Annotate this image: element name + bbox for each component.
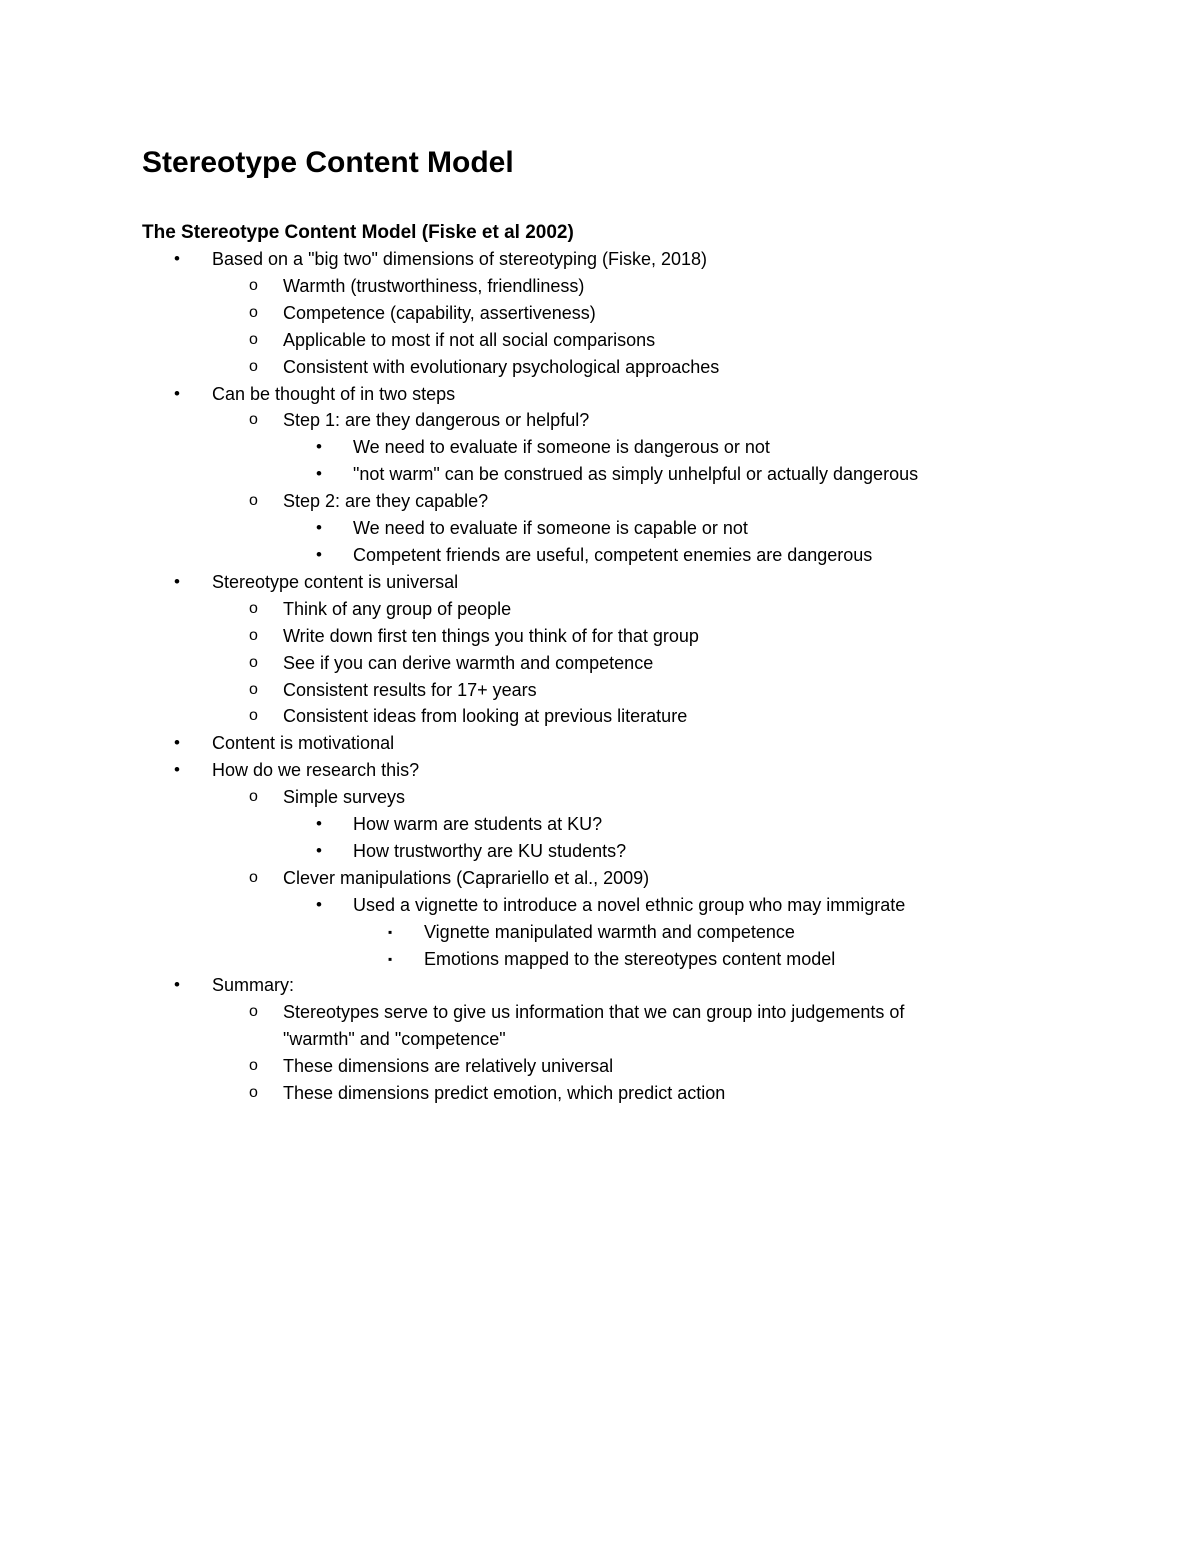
outline-item-level-4: [0, 919, 1200, 946]
outline-item-text: Step 1: are they dangerous or helpful?: [283, 410, 590, 431]
outline-item-text: Summary:: [212, 975, 295, 996]
list-marker-circle: o: [249, 1057, 258, 1075]
outline-item-level-3: [0, 461, 1200, 488]
list-marker-square: ▪: [388, 924, 393, 939]
list-marker-circle: o: [249, 1084, 258, 1102]
outline-item-text: Applicable to most if not all social comparisons: [283, 329, 656, 350]
outline-item-level-2: [0, 865, 1200, 892]
outline-item-level-2: [0, 999, 973, 1053]
list-marker-bullet: •: [316, 894, 322, 914]
outline-item-level-2: [0, 407, 1200, 434]
list-marker-bullet: •: [316, 544, 322, 564]
outline-item-text: "not warm" can be construed as simply unhelpful or actually dangerous: [353, 464, 919, 485]
outline-list: [0, 246, 1200, 1107]
outline-item-text: Emotions mapped to the stereotypes content model: [424, 948, 836, 969]
list-marker-circle: o: [249, 411, 258, 429]
list-marker-bullet: •: [316, 814, 322, 834]
list-marker-bullet: •: [174, 760, 180, 780]
list-marker-bullet: •: [174, 249, 180, 268]
list-marker-circle: o: [249, 276, 258, 294]
list-marker-circle: o: [249, 599, 258, 617]
outline-item-text: Consistent results for 17+ years: [283, 679, 537, 700]
outline-item-text: See if you can derive warmth and competence: [283, 652, 654, 673]
outline-item-text: Clever manipulations (Caprariello et al., 2009): [283, 867, 650, 888]
outline-item-text: Used a vignette to introduce a novel ethnic group who may immigrate: [353, 894, 906, 915]
outline-item-text: These dimensions predict emotion, which predict action: [283, 1083, 726, 1104]
outline-item-text: Vignette manipulated warmth and competence: [424, 921, 795, 942]
outline-item-level-2: [0, 273, 1200, 300]
outline-item-text: Based on a "big two" dimensions of stereotyping (Fiske, 2018): [212, 249, 708, 269]
outline-item-text: How do we research this?: [212, 760, 420, 781]
outline-item-level-1: [0, 569, 1200, 596]
outline-item-level-2: [0, 1080, 1200, 1107]
outline-item-level-2: [0, 596, 1200, 623]
list-marker-circle: o: [249, 357, 258, 375]
outline-item-level-3: [0, 434, 1200, 461]
list-marker-bullet: •: [174, 733, 180, 753]
outline-item-level-1: [0, 972, 1200, 999]
list-marker-bullet: •: [316, 464, 322, 484]
list-marker-circle: o: [249, 788, 258, 806]
list-marker-bullet: •: [316, 840, 322, 860]
list-marker-circle: o: [249, 868, 258, 886]
outline-item-text: We need to evaluate if someone is dangerous or not: [353, 437, 770, 458]
outline-item-level-2: [0, 677, 1200, 704]
list-marker-circle: o: [249, 680, 258, 698]
section-heading: The Stereotype Content Model (Fiske et al 2002): [142, 222, 574, 243]
outline-item-text: Consistent with evolutionary psychological approaches: [283, 356, 720, 377]
outline-item-text: Step 2: are they capable?: [283, 491, 489, 512]
outline-item-level-3: [0, 811, 1200, 838]
outline-item-level-1: [0, 730, 1200, 757]
outline-item-text: How trustworthy are KU students?: [353, 840, 627, 861]
outline-item-text: Stereotypes serve to give us information that we can group into judgements of "warmth" and "competence": [283, 1002, 905, 1050]
outline-item-text: How warm are students at KU?: [353, 814, 603, 835]
outline-item-level-2: [0, 784, 1200, 811]
outline-item-text: Stereotype content is universal: [212, 571, 459, 592]
outline-item-text: Competence (capability, assertiveness): [283, 302, 596, 323]
list-marker-circle: o: [249, 1003, 258, 1021]
list-marker-circle: o: [249, 626, 258, 644]
list-marker-circle: o: [249, 330, 258, 348]
outline-item-level-2: [0, 488, 1200, 515]
list-marker-square: ▪: [388, 951, 393, 966]
outline-item-level-3: [0, 542, 1200, 569]
outline-item-level-2: [0, 650, 1200, 677]
outline-item-level-2: [0, 1053, 1200, 1080]
list-marker-circle: o: [249, 303, 258, 321]
outline-item-level-1: [0, 757, 1200, 784]
list-marker-bullet: •: [174, 571, 180, 591]
outline-item-text: Content is motivational: [212, 733, 395, 754]
outline-item-level-3: [0, 838, 1200, 865]
outline-item-text: Consistent ideas from looking at previous literature: [283, 706, 688, 727]
list-marker-circle: o: [249, 492, 258, 510]
list-marker-bullet: •: [316, 518, 322, 538]
outline-item-level-3: [0, 515, 1200, 542]
outline-item-level-2: [0, 703, 1200, 730]
outline-item-text: Warmth (trustworthiness, friendliness): [283, 275, 585, 296]
outline-item-text: Simple surveys: [283, 787, 406, 808]
list-marker-bullet: •: [316, 437, 322, 457]
outline-item-text: Competent friends are useful, competent enemies are dangerous: [353, 544, 873, 565]
list-marker-circle: o: [249, 653, 258, 671]
outline-item-level-1: [0, 246, 1200, 273]
outline-item-level-1: [0, 381, 1200, 408]
outline-item-level-4: [0, 946, 1200, 973]
outline-item-text: Write down first ten things you think of for that group: [283, 625, 699, 646]
outline-item-text: Think of any group of people: [283, 598, 512, 619]
list-marker-circle: o: [249, 707, 258, 725]
outline-item-text: These dimensions are relatively universal: [283, 1056, 614, 1077]
outline-item-level-3: [0, 892, 1200, 919]
outline-item-level-2: [0, 300, 1200, 327]
outline-item-level-2: [0, 327, 1200, 354]
outline-item-text: We need to evaluate if someone is capable or not: [353, 518, 748, 539]
document-title: Stereotype Content Model: [142, 146, 514, 179]
outline-item-level-2: [0, 354, 1200, 381]
outline-item-text: Can be thought of in two steps: [212, 383, 456, 404]
list-marker-bullet: •: [174, 383, 180, 403]
list-marker-bullet: •: [174, 975, 180, 995]
outline-item-level-2: [0, 623, 1200, 650]
